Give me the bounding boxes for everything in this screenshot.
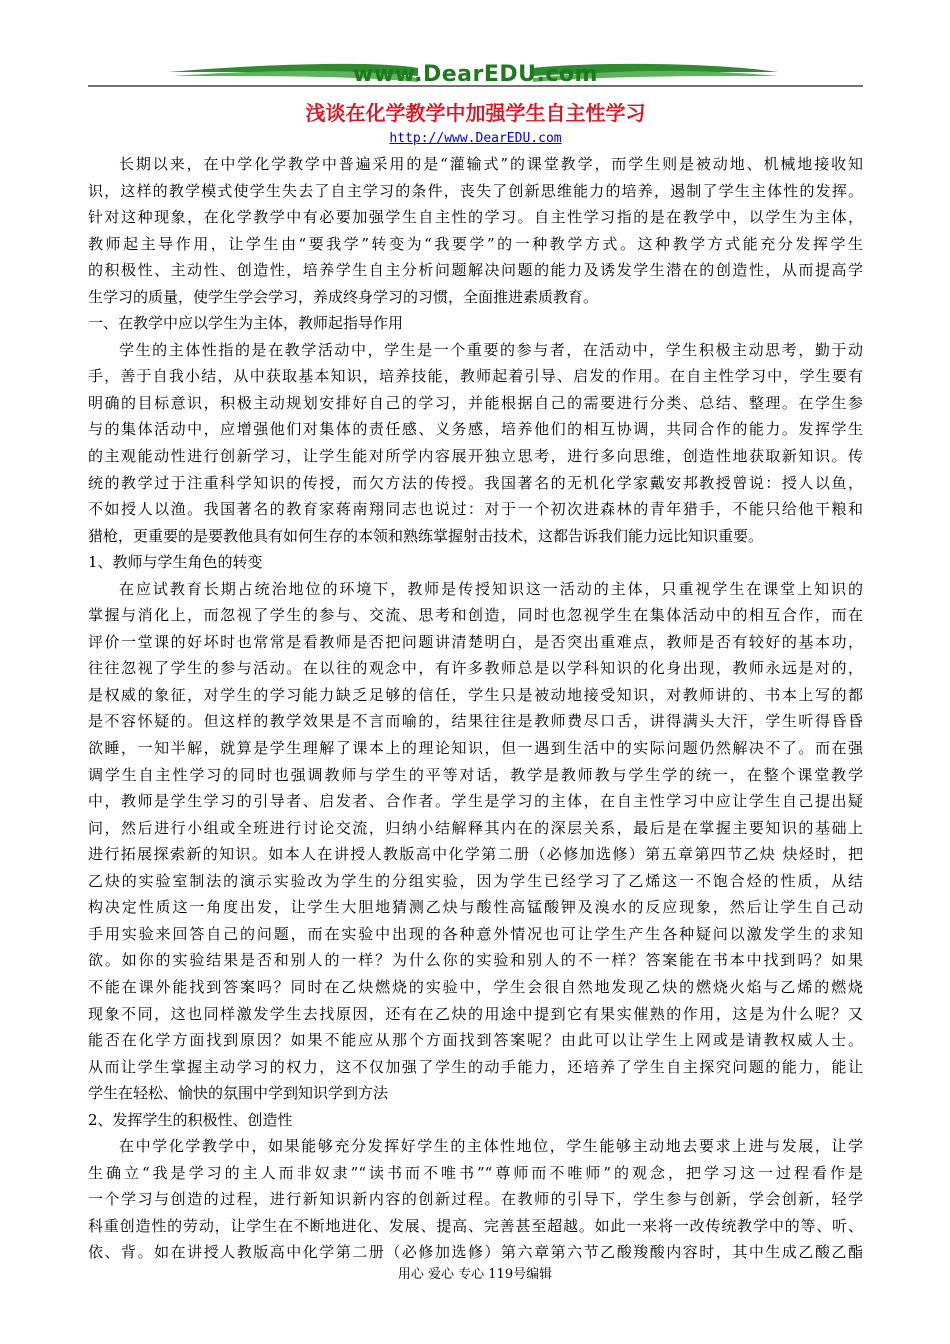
article-body — [88, 151, 863, 1266]
header-banner — [88, 58, 863, 96]
subsection-heading: 1、教师与学生角色的转变 — [88, 553, 263, 572]
paragraph-line: 中，教师是学生学习的引导者、启发者、合作者。学生是学习的主体，在自主性学习中应让学生自己提出疑 — [88, 792, 863, 811]
article-title: 浅谈在化学教学中加强学生自主性学习 — [305, 101, 646, 125]
paragraph-line: 评价一堂课的好坏时也常常是看教师是否把问题讲清楚明白，是否突出重难点，教师是否有较好的基本功， — [88, 632, 863, 651]
paragraph-line: 不如授人以渔。我国著名的教育家蒋南翔同志也说过：对于一个初次进森林的青年猎手，不能只给他干粮和 — [88, 500, 863, 519]
paragraph-line: 进行拓展探索新的知识。如本人在讲授人教版高中化学第二册（必修加选修）第五章第四节乙炔 炔烃时，把 — [88, 845, 863, 864]
paragraph-line: 学生在轻松、愉快的氛围中学到知识学到方法 — [88, 1084, 389, 1103]
paragraph-line: 明确的目标意识，积极主动规划安排好自己的学习，并能根据自己的需要进行分类、总结、整理。在学生参 — [88, 393, 863, 412]
paragraph-line: 学生的主体性指的是在教学活动中，学生是一个重要的参与者，在活动中，学生积极主动思考，勤于动 — [119, 340, 863, 359]
paragraph-line: 欲睡，一知半解，就算是学生理解了课本上的理论知识，但一遇到生活中的实际问题仍然解决不了。而在强 — [88, 739, 863, 758]
paragraph-line: 现象不同，这也同样激发学生去找原因，还有在乙炔的用途中提到它有果实催熟的作用，这是为什么呢？又 — [88, 1004, 863, 1023]
paragraph-line: 的积极性、主动性、创造性，培养学生自主分析问题解决问题的能力及诱发学生潜在的创造性，从而提高学 — [88, 261, 863, 280]
paragraph-line: 掌握与消化上，而忽视了学生的参与、交流、思考和创造，同时也忽视学生在集体活动中的相互合作，而在 — [88, 606, 863, 625]
paragraph-line: 的主观能动性进行创新学习，让学生能对所学内容展开独立思考，进行多向思维，创造性地获取新知识。传 — [88, 447, 863, 466]
paragraph-line: 生确立“我是学习的主人而非奴隶”“读书而不唯书”“尊师而不唯师”的观念，把学习这一过程看作是 — [88, 1163, 863, 1182]
source-link[interactable]: http://www.DearEDU.com — [389, 131, 562, 146]
section-heading: 一、在教学中应以学生为主体，教师起指导作用 — [88, 314, 404, 333]
subsection-heading: 2、发挥学生的积极性、创造性 — [88, 1110, 293, 1129]
source-url-line — [88, 130, 863, 148]
paragraph-line: 问，然后进行小组或全班进行讨论交流，归纳小结解释其内在的深层关系，最后是在掌握主要知识的基础上 — [88, 818, 863, 837]
site-logo-text: www.DearEDU.com — [353, 62, 598, 87]
paragraph-line: 猎枪，更重要的是要教他具有如何生存的本领和熟练掌握射击技术，这都告诉我们能力远比知识重要。 — [88, 526, 764, 545]
paragraph-line: 与的集体活动中，应增强他们对集体的责任感、义务感，培养他们的相互协调，共同合作的能力。发挥学生 — [88, 420, 863, 439]
paragraph-line: 生学习的质量，使学生学会学习，养成终身学习的习惯，全面推进素质教育。 — [88, 287, 599, 306]
paragraph-line: 构决定性质这一角度出发，让学生大胆地猜测乙炔与酸性高锰酸钾及溴水的反应现象，然后让学生自己动 — [88, 898, 863, 917]
paragraph-line: 是权威的象征，对学生的学习能力缺乏足够的信任，学生只是被动地接受知识，对教师讲的、书本上写的都 — [88, 685, 863, 704]
paragraph-line: 在中学化学教学中，如果能够充分发挥好学生的主体性地位，学生能够主动地去要求上进与发展，让学 — [119, 1137, 863, 1156]
paragraph-line: 能否在化学方面找到原因？如果不能应从那个方面找到答案呢？由此可以让学生上网或是请教权威人士。 — [88, 1031, 863, 1050]
paragraph-line: 教师起主导作用，让学生由“要我学”转变为“我要学”的一种教学方式。这种教学方式能充分发挥学生 — [88, 234, 863, 253]
paragraph-line: 手，善于自我小结，从中获取基本知识，培养技能，教师起着引导、启发的作用。在自主性学习中，学生要有 — [88, 367, 863, 386]
paragraph-line: 乙炔的实验室制法的演示实验改为学生的分组实验，因为学生已经学习了乙烯这一不饱合烃的性质，从结 — [88, 871, 863, 890]
paragraph-line: 识，这样的教学模式使学生失去了自主学习的条件，丧失了创新思维能力的培养，遏制了学生主体性的发挥。 — [88, 181, 863, 200]
paragraph-line: 往往忽视了学生的参与活动。在以往的观念中，有许多教师总是以学科知识的化身出现，教师永远是对的， — [88, 659, 863, 678]
paragraph-line: 调学生自主性学习的同时也强调教师与学生的平等对话，教学是教师教与学生学的统一，在整个课堂教学 — [88, 765, 863, 784]
paragraph-line: 统的教学过于注重科学知识的传授，而欠方法的传授。我国著名的无机化学家戴安邦教授曾说：授人以鱼， — [88, 473, 863, 492]
paragraph-line: 欲。如你的实验结果是否和别人的一样？为什么你的实验和别人的不一样？答案能在书本中找到吗？如果 — [88, 951, 863, 970]
page-footer: 用心 爱心 专心 119号编辑 — [397, 1267, 553, 1282]
paragraph-line: 不能在课外能找到答案吗？同时在乙炔燃烧的实验中，学生会很自然地发现乙炔的燃烧火焰与乙烯的燃烧 — [88, 977, 863, 996]
paragraph-line: 一个学习与创造的过程，进行新知识新内容的创新过程。在教师的引导下，学生参与创新，学会创新，轻学 — [88, 1190, 863, 1209]
paragraph-line: 在应试教育长期占统治地位的环境下，教师是传授知识这一活动的主体，只重视学生在课堂上知识的 — [119, 579, 863, 598]
paragraph-line: 从而让学生掌握主动学习的权力，这不仅加强了学生的动手能力，还培养了学生自主探究问题的能力，能让 — [88, 1057, 863, 1076]
paragraph-line: 依、背。如在讲授人教版高中化学第二册（必修加选修）第六章第六节乙酸羧酸内容时，其中生成乙酸乙酯 — [88, 1243, 863, 1262]
paragraph-line: 手用实验来回答自己的问题，而在实验中出现的各种意外情况也可让学生产生各种疑问以激发学生的求知 — [88, 924, 863, 943]
paragraph-line: 科重创造性的劳动，让学生在不断地进化、发展、提高、完善甚至超越。如此一来将一改传统教学中的等、听、 — [88, 1216, 863, 1235]
paragraph-line: 是不容怀疑的。但这样的教学效果是不言而喻的，结果往往是教师费尽口舌，讲得满头大汗，学生听得昏昏 — [88, 712, 863, 731]
paragraph-line: 长期以来，在中学化学教学中普遍采用的是“灌输式”的课堂教学，而学生则是被动地、机械地接收知 — [119, 155, 863, 173]
paragraph-line: 针对这种现象，在化学教学中有必要加强学生自主性的学习。自主性学习指的是在教学中，以学生为主体， — [88, 208, 863, 227]
